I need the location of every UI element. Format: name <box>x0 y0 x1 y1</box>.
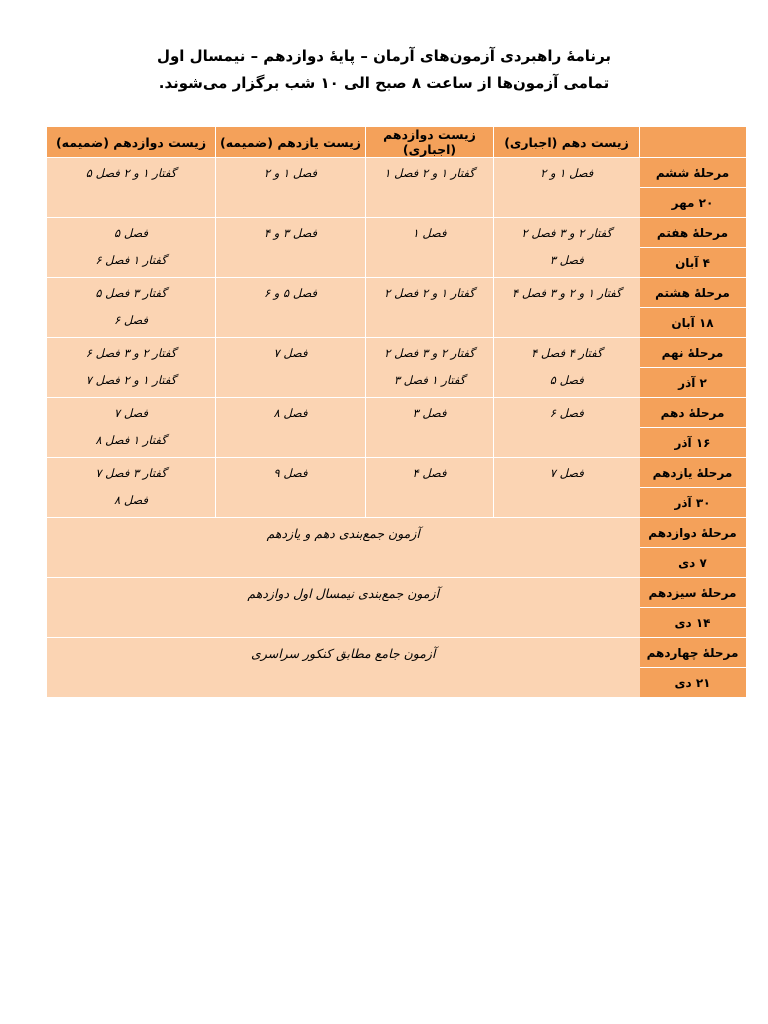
cell-line: گفتار ۱ و ۲ فصل ۷ <box>85 373 177 387</box>
subject-cell <box>47 158 216 218</box>
cell-line: آزمون جمع‌بندی نیمسال اول دوازدهم <box>247 586 440 601</box>
subject-cell <box>216 338 366 398</box>
subject-cell <box>216 458 366 518</box>
cell-line: فصل ۵ <box>113 226 149 240</box>
table-row <box>47 518 746 548</box>
subject-cell <box>47 398 216 458</box>
cell-line: فصل ۳ و ۴ <box>263 226 318 240</box>
subject-cell <box>494 278 640 338</box>
cell-line: گفتار ۴ فصل ۴ <box>531 346 603 360</box>
stage-label: مرحلهٔ هفتم <box>640 218 746 248</box>
subject-cell <box>47 338 216 398</box>
cell-line: آزمون جمع‌بندی دهم و یازدهم <box>266 526 420 541</box>
cell-line: گفتار ۲ و ۳ فصل ۲ <box>521 226 612 240</box>
stage-date: ۷ دی <box>640 548 746 578</box>
cell-line: فصل ۵ و ۶ <box>263 286 318 300</box>
table-row <box>47 458 746 488</box>
column-header: زیست دوازدهم (اجباری) <box>366 127 494 158</box>
page-subtitle: تمامی آزمون‌ها از ساعت ۸ صبح الی ۱۰ شب برگزار می‌شوند. <box>158 74 610 92</box>
subject-cell <box>366 158 494 218</box>
cell-line: گفتار ۱ و ۲ و ۳ فصل ۴ <box>512 286 622 300</box>
stage-label: مرحلهٔ نهم <box>640 338 746 368</box>
cell-line: گفتار ۲ و ۳ فصل ۶ <box>85 346 177 360</box>
table-row <box>47 158 746 188</box>
column-header: زیست دوازدهم (ضمیمه) <box>47 127 216 158</box>
subject-cell <box>47 278 216 338</box>
subject-cell <box>366 278 494 338</box>
cell-line: فصل ۶ <box>549 406 584 420</box>
stage-date: ۲ آذر <box>640 368 746 398</box>
table-row <box>47 578 746 608</box>
stage-label: مرحلهٔ سیزدهم <box>640 578 746 608</box>
cell-line: فصل ۸ <box>273 406 308 420</box>
cell-line: گفتار ۱ فصل ۳ <box>393 373 466 387</box>
subject-cell <box>216 278 366 338</box>
cell-line: گفتار ۱ فصل ۶ <box>95 253 167 267</box>
subject-cell <box>216 218 366 278</box>
subject-cell <box>494 458 640 518</box>
column-header: زیست یازدهم (ضمیمه) <box>216 127 366 158</box>
cell-line: فصل ۷ <box>549 466 584 480</box>
subject-cell <box>366 398 494 458</box>
cell-line: گفتار ۲ و ۳ فصل ۲ <box>384 346 475 360</box>
exam-schedule-table <box>46 127 746 698</box>
stage-label: مرحلهٔ یازدهم <box>640 458 746 488</box>
subject-cell <box>494 338 640 398</box>
stage-label: مرحلهٔ دهم <box>640 398 746 428</box>
cell-line: فصل ۱ <box>412 226 447 240</box>
cell-line: فصل ۹ <box>273 466 308 480</box>
cell-line: فصل ۵ <box>549 373 584 387</box>
header-row <box>47 127 746 158</box>
cell-line: فصل ۸ <box>113 493 149 507</box>
table-row <box>47 278 746 308</box>
subject-cell <box>494 398 640 458</box>
subject-cell <box>494 218 640 278</box>
table-row <box>47 638 746 668</box>
table-row <box>47 398 746 428</box>
stage-date: ۲۱ دی <box>640 668 746 698</box>
subject-cell <box>47 218 216 278</box>
table-row <box>47 218 746 248</box>
stage-label: مرحلهٔ چهاردهم <box>640 638 746 668</box>
page-title: برنامهٔ راهبردی آزمون‌های آرمان – پایهٔ دوازدهم – نیمسال اول <box>156 47 612 65</box>
cell-line: گفتار ۳ فصل ۷ <box>95 466 167 480</box>
combined-exam-cell <box>47 518 640 578</box>
stage-date: ۱۴ دی <box>640 608 746 638</box>
cell-line: فصل ۶ <box>113 313 149 327</box>
cell-line: گفتار ۳ فصل ۵ <box>95 286 167 300</box>
stage-label: مرحلهٔ ششم <box>640 158 746 188</box>
stage-date: ۳۰ آذر <box>640 488 746 518</box>
cell-line: گفتار ۱ و ۲ فصل ۱ <box>384 166 475 180</box>
subject-cell <box>494 158 640 218</box>
column-header: زیست دهم (اجباری) <box>494 127 640 158</box>
table-row <box>47 338 746 368</box>
subject-cell <box>216 158 366 218</box>
cell-line: گفتار ۱ و ۲ فصل ۲ <box>384 286 475 300</box>
subject-cell <box>366 458 494 518</box>
stage-date: ۱۶ آذر <box>640 428 746 458</box>
stage-date: ۱۸ آبان <box>640 308 746 338</box>
cell-line: فصل ۱ و ۲ <box>263 166 318 180</box>
cell-line: فصل ۱ و ۲ <box>540 166 594 180</box>
cell-line: فصل ۴ <box>412 466 447 480</box>
cell-line: گفتار ۱ و ۲ فصل ۵ <box>85 166 177 180</box>
stage-date: ۲۰ مهر <box>640 188 746 218</box>
combined-exam-cell <box>47 638 640 698</box>
cell-line: فصل ۷ <box>113 406 149 420</box>
stage-date: ۴ آبان <box>640 248 746 278</box>
subject-cell <box>216 398 366 458</box>
cell-line: فصل ۷ <box>273 346 308 360</box>
combined-exam-cell <box>47 578 640 638</box>
subject-cell <box>366 338 494 398</box>
cell-line: گفتار ۱ فصل ۸ <box>95 433 167 447</box>
subject-cell <box>47 458 216 518</box>
subject-cell <box>366 218 494 278</box>
cell-line: فصل ۳ <box>412 406 447 420</box>
cell-line: آزمون جامع مطابق کنکور سراسری <box>251 646 436 661</box>
stage-label: مرحلهٔ دوازدهم <box>640 518 746 548</box>
cell-line: فصل ۳ <box>549 253 584 267</box>
corner-cell <box>640 127 746 158</box>
stage-label: مرحلهٔ هشتم <box>640 278 746 308</box>
